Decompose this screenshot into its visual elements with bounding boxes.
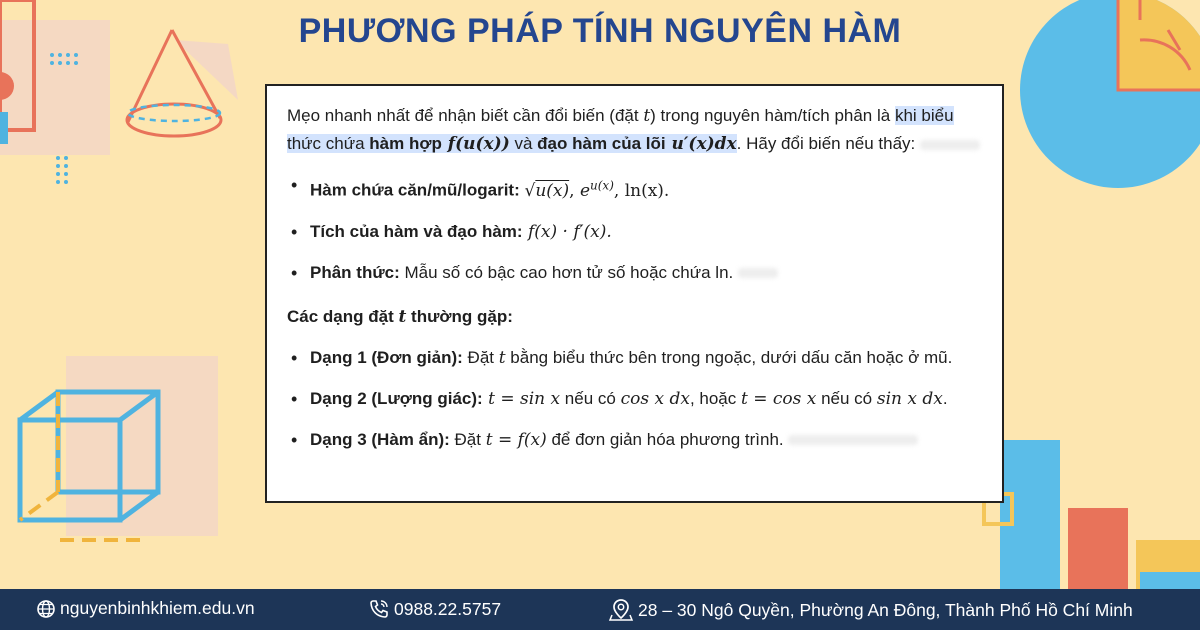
- website-text: nguyenbinhkhiem.edu.vn: [60, 598, 255, 618]
- footer-address[interactable]: [608, 598, 1133, 622]
- item-math: t = sin x: [482, 388, 561, 409]
- item-label: Phân thức:: [310, 262, 400, 282]
- globe-icon: [36, 599, 56, 619]
- list-item: [287, 218, 982, 246]
- item-math: t = cos x: [740, 388, 817, 409]
- phone-icon: [368, 598, 390, 620]
- blurred-text: [920, 140, 980, 150]
- item-text: Đặt: [449, 429, 486, 449]
- intro-var-t: t: [643, 106, 651, 126]
- item-text: nếu có: [816, 388, 877, 408]
- intro-text: Mẹo nhanh nhất để nhận biết cần đổi biến (đặt: [287, 106, 644, 125]
- list-item: [287, 385, 982, 413]
- math-part: u(x): [535, 180, 570, 201]
- item-math: √u(x), $e^{u(x)}$, ln(x).: [524, 178, 670, 201]
- footer-bar: [0, 589, 1200, 630]
- item-text: , hoặc: [689, 388, 741, 408]
- hl-math-2: u′(x)dx: [665, 134, 737, 154]
- item-label: Dạng 2 (Lượng giác):: [310, 388, 483, 408]
- location-pin-icon: [608, 598, 634, 622]
- item-text: để đơn giản hóa phương trình.: [546, 429, 784, 449]
- criteria-list: [287, 171, 982, 287]
- item-label: Dạng 1 (Đơn giản):: [310, 347, 463, 367]
- item-text: Mẫu số có bậc cao hơn tử số hoặc chứa ln.: [399, 262, 734, 282]
- item-text: Đặt: [462, 347, 499, 367]
- footer-website[interactable]: [36, 598, 255, 619]
- list-item: [287, 426, 982, 454]
- math-part: u(x): [590, 178, 614, 192]
- list-item: [287, 259, 982, 287]
- item-math: cos x dx: [620, 388, 690, 409]
- list-item: [287, 344, 982, 372]
- hl-math-1: f(u(x)): [441, 134, 510, 154]
- item-math: f(x) · f′(x).: [522, 221, 612, 242]
- item-text: nếu có: [560, 388, 621, 408]
- item-label: Hàm chứa căn/mũ/logarit:: [310, 180, 520, 200]
- section-text-2: thường gặp:: [406, 306, 513, 326]
- list-item: [287, 171, 982, 205]
- phone-text: 0988.22.5757: [394, 598, 502, 619]
- section-heading: [287, 303, 982, 331]
- intro-text-3: . Hãy đổi biến nếu thấy:: [736, 134, 916, 153]
- item-math: t: [498, 347, 506, 368]
- math-part: ln(x).: [624, 180, 670, 201]
- hl-text-4: đạo hàm của lõi: [537, 134, 666, 153]
- intro-paragraph: [287, 102, 982, 158]
- item-math: sin x dx: [876, 388, 943, 409]
- hl-text-2: hàm hợp: [369, 134, 442, 153]
- item-label: Dạng 3 (Hàm ẩn):: [310, 429, 450, 449]
- item-label: Tích của hàm và đạo hàm:: [310, 221, 523, 241]
- forms-list: [287, 344, 982, 454]
- hl-text-1: khi biểu thức chứa: [287, 106, 954, 153]
- blurred-text: [738, 268, 778, 278]
- section-var-t: t: [398, 306, 407, 327]
- item-math: t = f(x): [485, 429, 547, 450]
- content-card: [265, 84, 1004, 503]
- hl-text-3: và: [509, 134, 538, 153]
- page-title: PHƯƠNG PHÁP TÍNH NGUYÊN HÀM: [298, 12, 902, 50]
- item-text: bằng biểu thức bên trong ngoặc, dưới dấu căn hoặc ở mũ.: [505, 347, 953, 367]
- intro-text-2: ) trong nguyên hàm/tích phân là: [650, 106, 895, 125]
- blurred-text: [788, 435, 918, 445]
- section-text: Các dạng đặt: [287, 306, 399, 326]
- footer-phone[interactable]: [368, 598, 501, 620]
- item-text: .: [942, 388, 948, 408]
- address-text: 28 – 30 Ngô Quyền, Phường An Đông, Thành Phố Hồ Chí Minh: [638, 599, 1133, 620]
